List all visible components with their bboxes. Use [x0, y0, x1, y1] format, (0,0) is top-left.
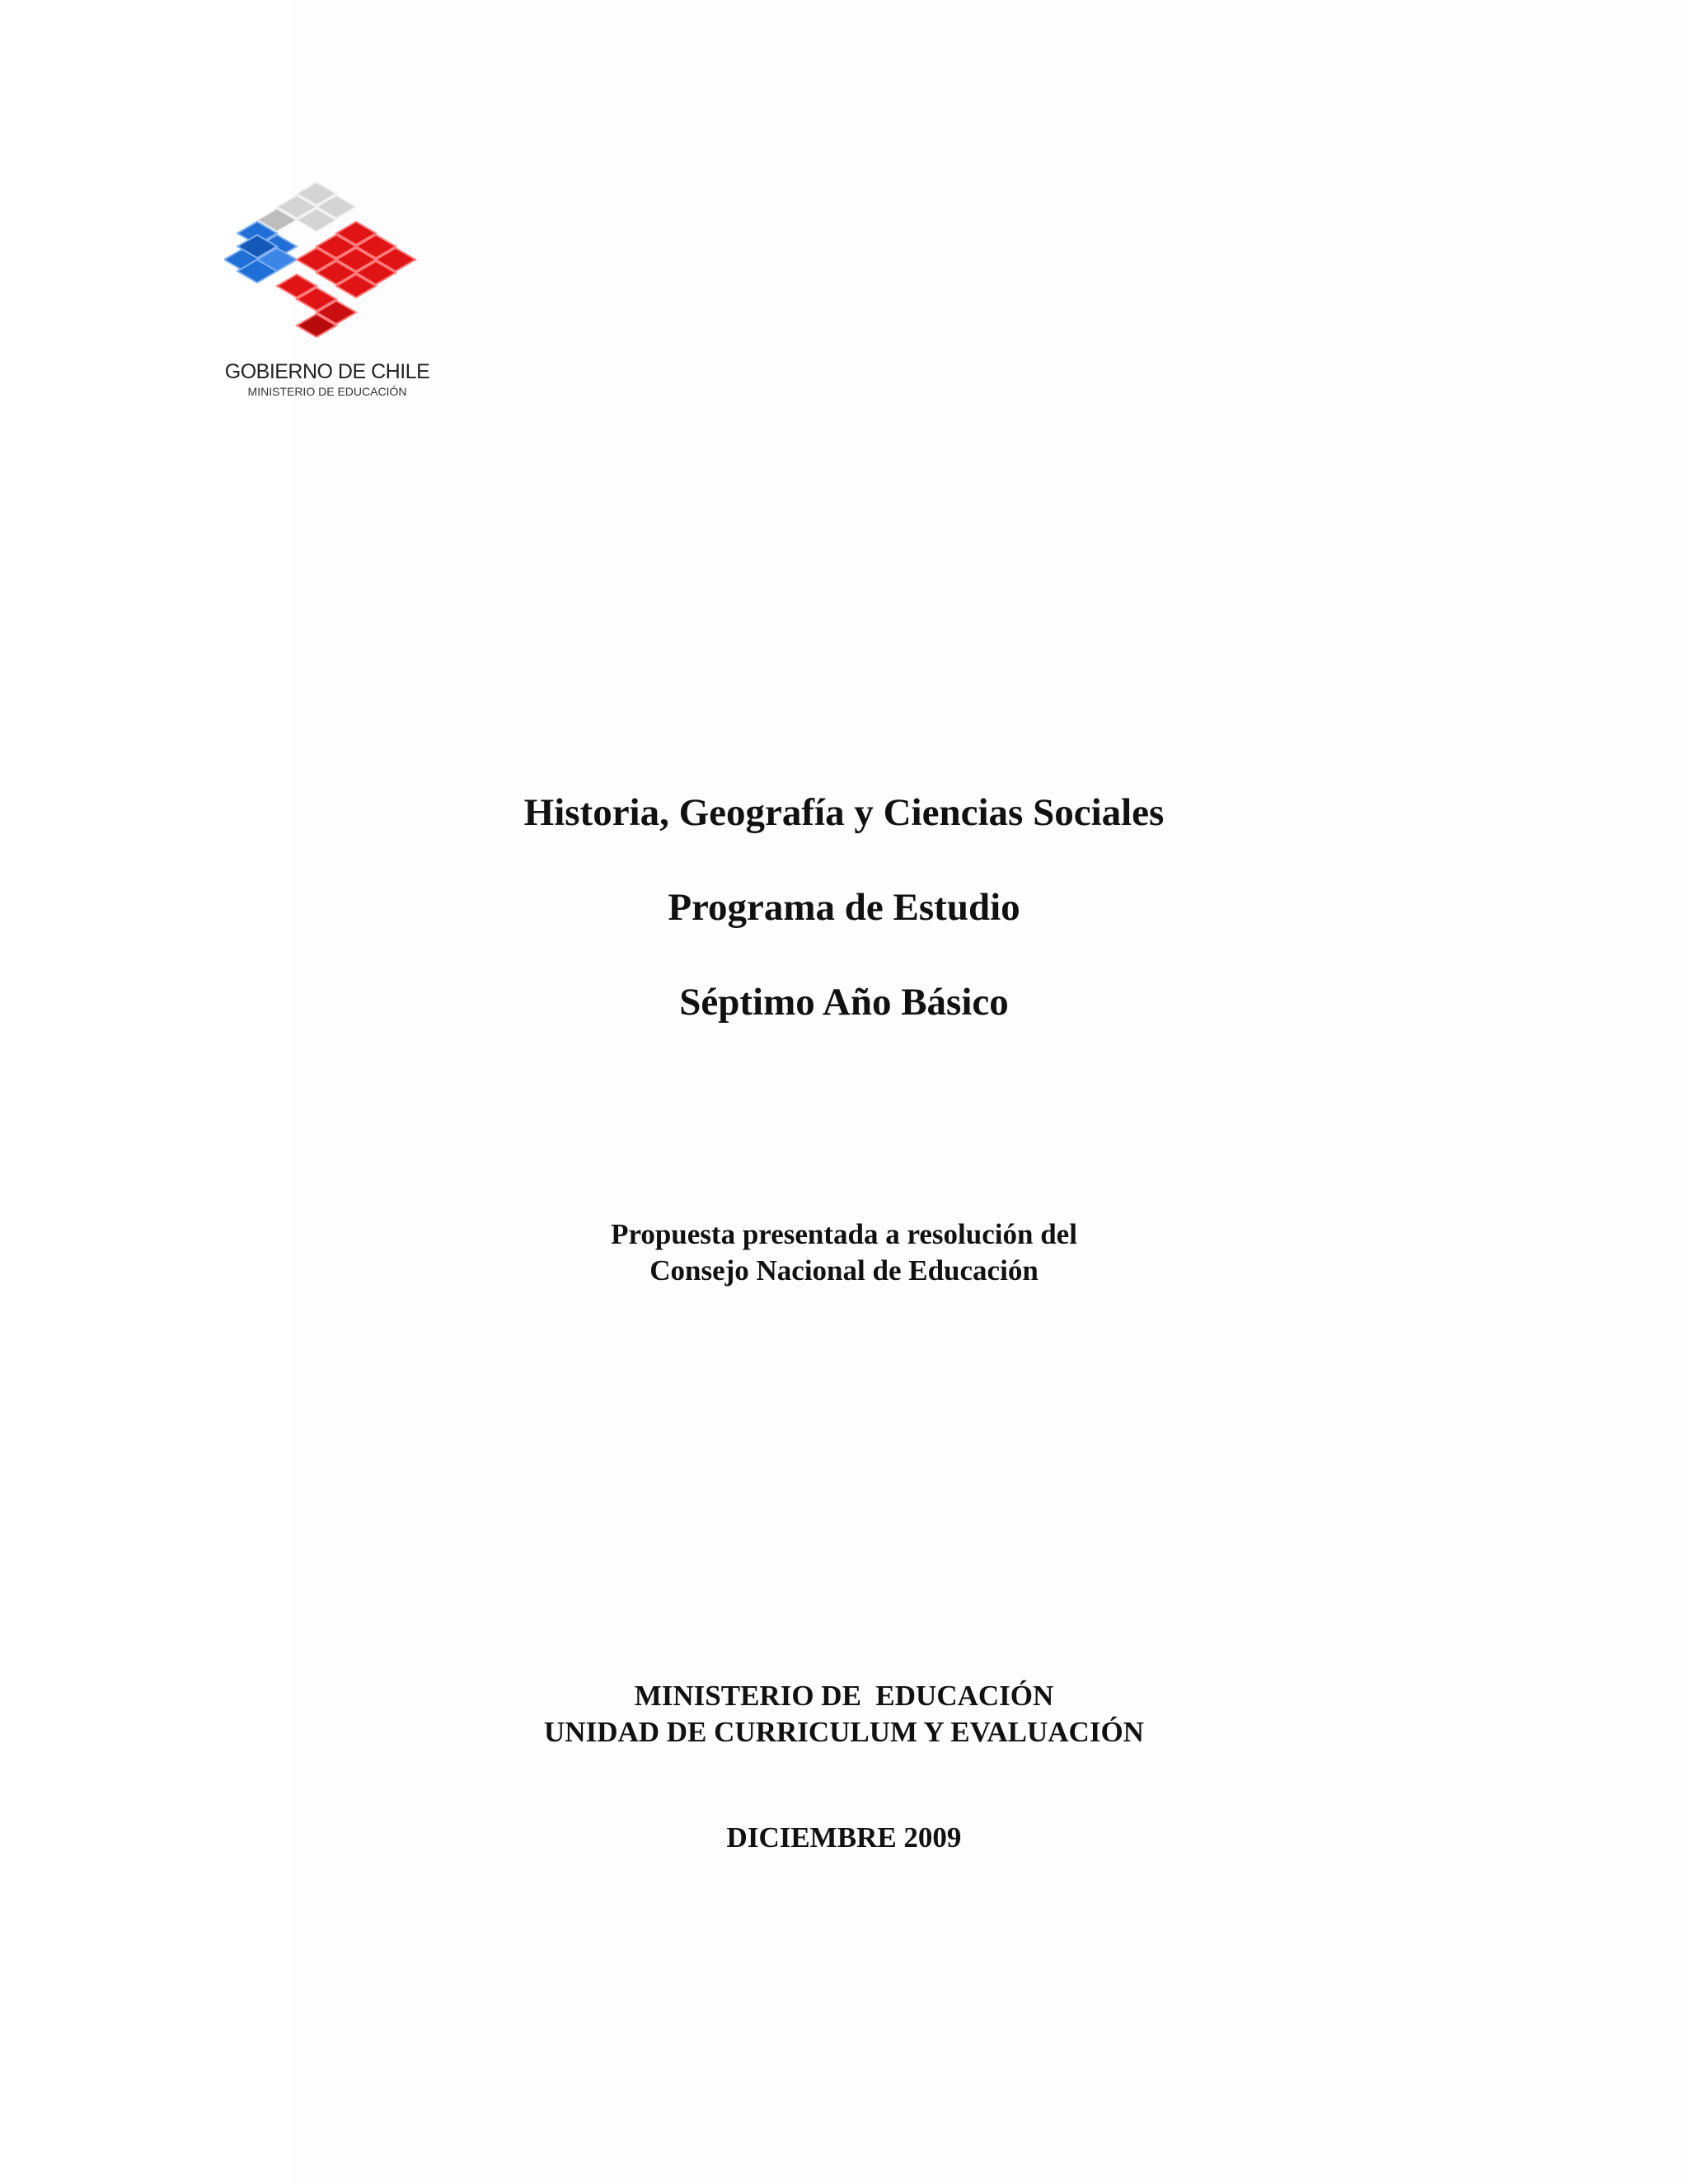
government-logo — [216, 177, 438, 404]
proposal-line-1: Propuesta presentada a resolución del — [611, 1218, 1077, 1250]
document-title: Historia, Geografía y Ciencias Sociales — [523, 791, 1165, 834]
ministry-block — [0, 1678, 1688, 1750]
grade-heading: Séptimo Año Básico — [679, 981, 1009, 1024]
logo-name-text: GOBIERNO DE CHILE — [224, 360, 430, 383]
logo-subtitle-text: MINISTERIO DE EDUCACIÓN — [247, 385, 407, 398]
document-date: DICIEMBRE 2009 — [726, 1821, 962, 1854]
ministry-line-2: UNIDAD DE CURRICULUM Y EVALUACIÓN — [544, 1716, 1144, 1748]
cube-emblem-icon — [224, 177, 430, 342]
ministry-line-1: MINISTERIO DE EDUCACIÓN — [634, 1680, 1054, 1712]
proposal-block — [0, 1216, 1688, 1289]
proposal-line-2: Consejo Nacional de Educación — [649, 1254, 1039, 1286]
program-heading: Programa de Estudio — [668, 886, 1020, 929]
